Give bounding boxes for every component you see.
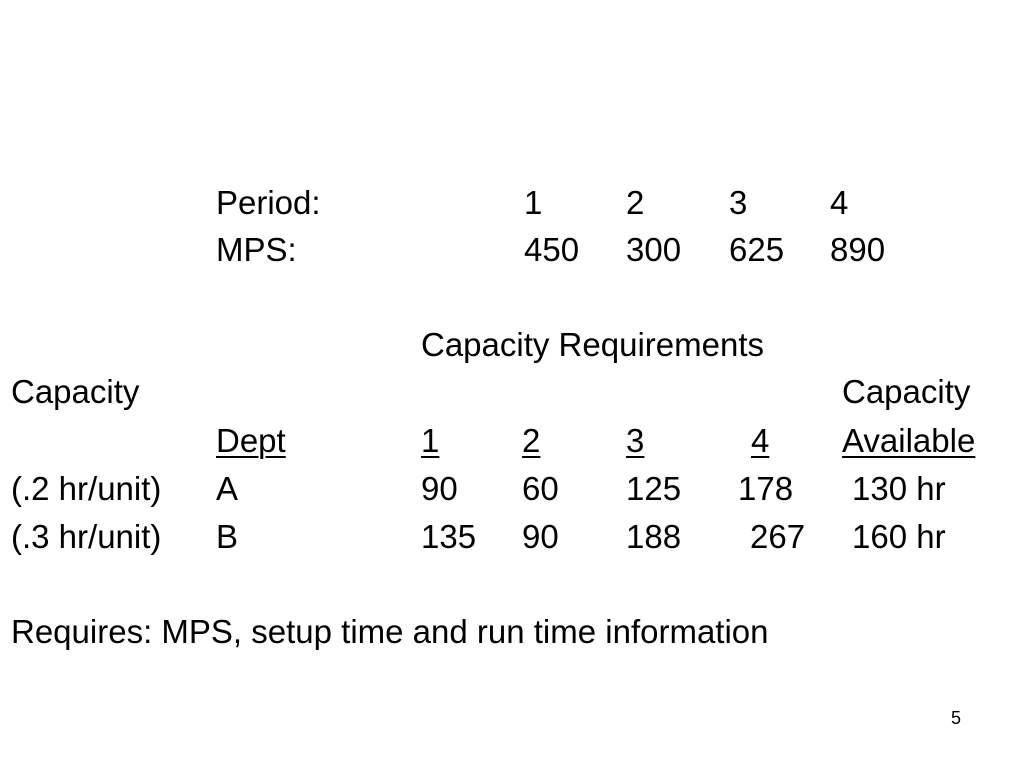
period-header-4: 4 [751, 422, 770, 459]
row-b-available: 160 hr [852, 518, 946, 555]
period-4: 4 [830, 184, 849, 221]
mps-value-4: 890 [830, 231, 886, 268]
row-a-dept: A [216, 470, 239, 507]
period-1: 1 [524, 184, 543, 221]
row-a-value-3: 125 [626, 470, 682, 507]
period-2: 2 [626, 184, 645, 221]
row-a-value-2: 60 [522, 470, 559, 507]
row-b-value-4: 267 [750, 518, 806, 555]
row-b-value-2: 90 [522, 518, 559, 555]
requirements-note: Requires: MPS, setup time and run time information [11, 613, 769, 650]
capacity-requirements-title: Capacity Requirements [421, 326, 764, 363]
capacity-right-header: Capacity [842, 373, 971, 410]
mps-value-3: 625 [729, 231, 785, 268]
mps-value-1: 450 [524, 231, 580, 268]
period-3: 3 [729, 184, 748, 221]
row-a-rate: (.2 hr/unit) [11, 470, 162, 507]
row-a-available: 130 hr [852, 470, 946, 507]
row-b-dept: B [216, 518, 239, 555]
period-header-3: 3 [626, 422, 645, 459]
row-a-value-4: 178 [738, 470, 794, 507]
period-header-2: 2 [522, 422, 541, 459]
capacity-left-header: Capacity [11, 373, 140, 410]
mps-value-2: 300 [626, 231, 682, 268]
row-b-value-3: 188 [626, 518, 682, 555]
row-b-rate: (.3 hr/unit) [11, 518, 162, 555]
available-header: Available [842, 422, 976, 459]
row-b-value-1: 135 [421, 518, 477, 555]
mps-label: MPS: [216, 231, 297, 268]
slide-number: 5 [951, 708, 962, 728]
row-a-value-1: 90 [421, 470, 458, 507]
period-header-1: 1 [421, 422, 440, 459]
dept-header: Dept [216, 422, 286, 459]
period-label: Period: [216, 184, 321, 221]
